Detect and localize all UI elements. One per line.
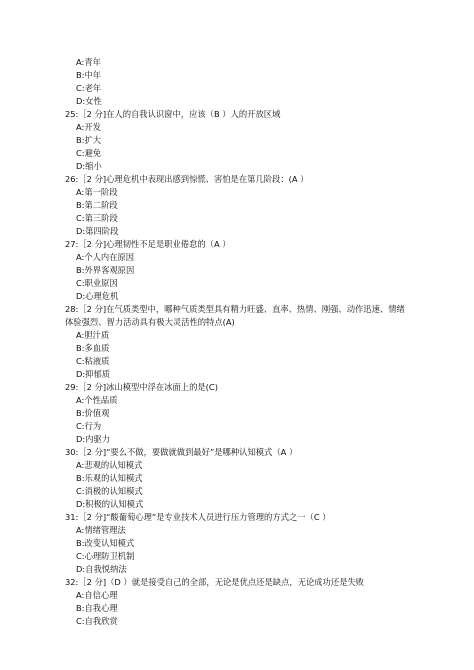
answer-option: D:缩小 (76, 161, 102, 171)
question-text: 32:［2 分]（D ）就是接受自己的全部，无论是优点还是缺点，无论成功还是失败 (65, 577, 365, 587)
answer-option: C:粘液质 (76, 356, 110, 366)
answer-option: C:行为 (76, 421, 102, 431)
answer-option: A:青年 (76, 57, 101, 67)
question-text: 29:［2 分]冰山模型中浮在冰面上的是(C) (65, 382, 218, 392)
question-text: 30:［2 分]“要么不做，要做就做到最好”是哪种认知模式（A ） (65, 447, 298, 457)
answer-option: B:中年 (76, 70, 102, 80)
answer-option: B:乐观的认知模式 (76, 473, 143, 483)
answer-option: D:内驱力 (76, 434, 111, 444)
answer-option: D:心理危机 (76, 291, 119, 301)
question-text: 28:［2 分]在气质类型中，哪种气质类型具有精力旺盛、直率、热情、刚强、动作迅速、情绪体验强烈、智力活动具有极大灵活性的特点(A) (65, 304, 405, 327)
answer-option: B:第二阶段 (76, 200, 118, 210)
answer-option: D:积极的认知模式 (76, 499, 144, 509)
answer-option: B:多血质 (76, 343, 110, 353)
answer-option: D:第四阶段 (76, 226, 119, 236)
answer-option: C:心理防卫机制 (76, 551, 135, 561)
answer-option: C:职业原因 (76, 278, 118, 288)
answer-option: A:自信心理 (76, 590, 118, 600)
question-text: 26:［2 分]心理危机中表现出感到惊慌、害怕是在第几阶段：(A ） (65, 174, 309, 184)
question-text: 31:［2 分]“酸葡萄心理”是专业技术人员进行压力管理的方式之一（C ） (65, 512, 331, 522)
answer-option: A:个性品质 (76, 395, 118, 405)
answer-option: C:消极的认知模式 (76, 486, 143, 496)
answer-option: A:个人内在原因 (76, 252, 135, 262)
answer-option: B:自我心理 (76, 603, 118, 613)
answer-option: D:自我悦纳法 (76, 564, 127, 574)
answer-option: A:胆汁质 (76, 330, 110, 340)
question-text: 27:［2 分]心理韧性不足是职业倦怠的（A ） (65, 239, 231, 249)
answer-option: C:避免 (76, 148, 102, 158)
answer-option: B:外界客观原因 (76, 265, 135, 275)
answer-option: A:开发 (76, 122, 101, 132)
answer-option: B:改变认知模式 (76, 538, 135, 548)
answer-option: C:第三阶段 (76, 213, 118, 223)
document-page (0, 56, 474, 628)
answer-option: D:女性 (76, 96, 102, 106)
answer-option: A:情绪管理法 (76, 525, 126, 535)
answer-option: B:价值观 (76, 408, 110, 418)
answer-option: C:老年 (76, 83, 102, 93)
answer-option: D:抑郁质 (76, 369, 111, 379)
answer-option: A:第一阶段 (76, 187, 118, 197)
answer-option: A:悲观的认知模式 (76, 460, 143, 470)
answer-option: C:自我欣赏 (76, 616, 118, 626)
question-text: 25:［2 分]在人的自我认识窗中，应该（B ）人的开放区域 (65, 109, 281, 119)
answer-option: B:扩大 (76, 135, 102, 145)
